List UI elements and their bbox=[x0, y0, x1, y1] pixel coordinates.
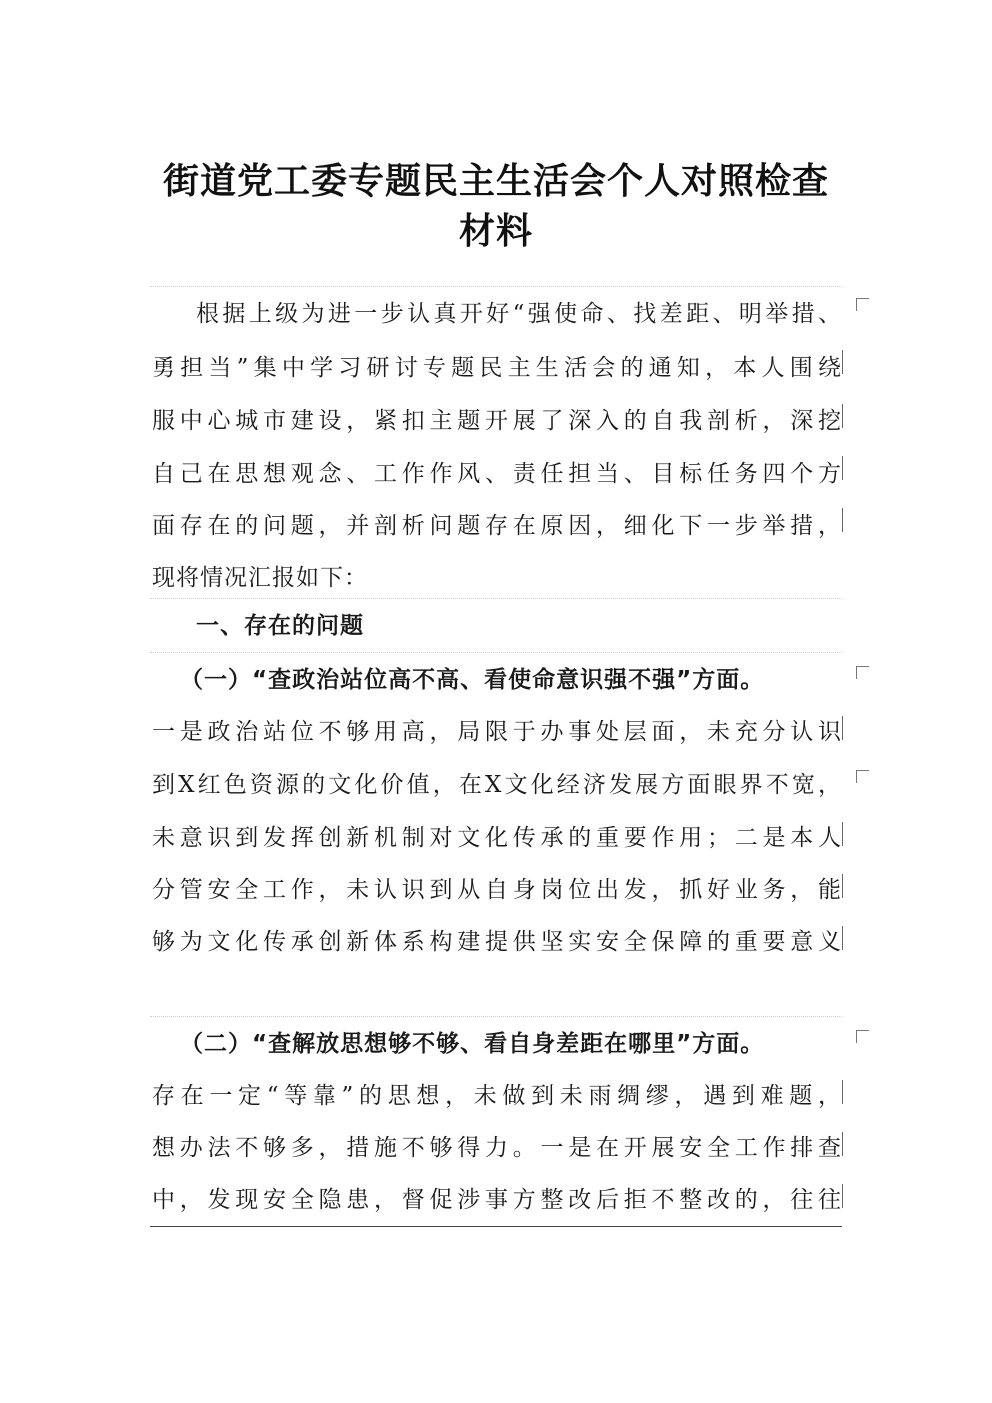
line-end-marker bbox=[842, 350, 843, 374]
sub2-line-2: 想办法不够多，措施不够得力。一是在开展安全工作排查 bbox=[152, 1135, 842, 1161]
intro-line-3: 服中心城市建设，紧扣主题开展了深入的自我剖析，深挖 bbox=[152, 408, 842, 434]
line-end-marker bbox=[842, 874, 843, 898]
sub1-line-1: 一是政治站位不够用高，局限于办事处层面，未充分认识 bbox=[152, 719, 842, 745]
line-end-marker bbox=[856, 770, 869, 783]
line-end-marker bbox=[842, 926, 843, 950]
line-end-marker bbox=[842, 822, 843, 846]
intro-line-5: 面存在的问题，并剖析问题存在原因，细化下一步举措， bbox=[152, 513, 842, 539]
section-heading-1: 一、存在的问题 bbox=[196, 613, 364, 639]
document-title-line-1: 街道党工委专题民主生活会个人对照检查 bbox=[162, 161, 829, 202]
line-end-marker bbox=[856, 1030, 869, 1043]
line-end-marker bbox=[842, 1080, 843, 1104]
line-end-marker bbox=[842, 456, 843, 480]
intro-line-1: 根据上级为进一步认真开好“强使命、找差距、明举措、 bbox=[196, 301, 842, 327]
sub1-line-2: 到X红色资源的文化价值，在X文化经济发展方面眼界不宽， bbox=[152, 772, 842, 798]
sub2-line-1: 存在一定“等靠”的思想，未做到未雨绸缪，遇到难题， bbox=[152, 1083, 842, 1109]
line-end-marker bbox=[842, 716, 843, 740]
sub-heading-1: （一）“查政治站位高不高、看使命意识强不强”方面。 bbox=[180, 667, 765, 693]
sub1-line-5: 够为文化传承创新体系构建提供坚实安全保障的重要意义 bbox=[152, 929, 842, 955]
sub1-line-3: 未意识到发挥创新机制对文化传承的重要作用；二是本人 bbox=[152, 825, 842, 851]
line-end-marker bbox=[842, 1132, 843, 1156]
sub-heading-2: （二）“查解放思想够不够、看自身差距在哪里”方面。 bbox=[180, 1031, 765, 1057]
sub1-line-4: 分管安全工作，未认识到从自身岗位出发，抓好业务，能 bbox=[152, 877, 842, 903]
page-bottom-rule bbox=[150, 1226, 842, 1227]
intro-line-4: 自己在思想观念、工作作风、责任担当、目标任务四个方 bbox=[152, 461, 842, 487]
sub2-line-3: 中，发现安全隐患，督促涉事方整改后拒不整改的，往往 bbox=[152, 1187, 842, 1213]
intro-line-2: 勇担当”集中学习研讨专题民主生活会的通知，本人围绕 bbox=[152, 355, 842, 381]
line-end-marker bbox=[842, 1184, 843, 1208]
intro-line-6: 现将情况汇报如下： bbox=[152, 565, 368, 591]
line-end-marker bbox=[856, 666, 869, 679]
line-end-marker bbox=[842, 508, 843, 532]
line-end-marker bbox=[842, 404, 843, 428]
line-end-marker bbox=[856, 298, 869, 311]
document-title-line-2: 材料 bbox=[458, 211, 533, 252]
